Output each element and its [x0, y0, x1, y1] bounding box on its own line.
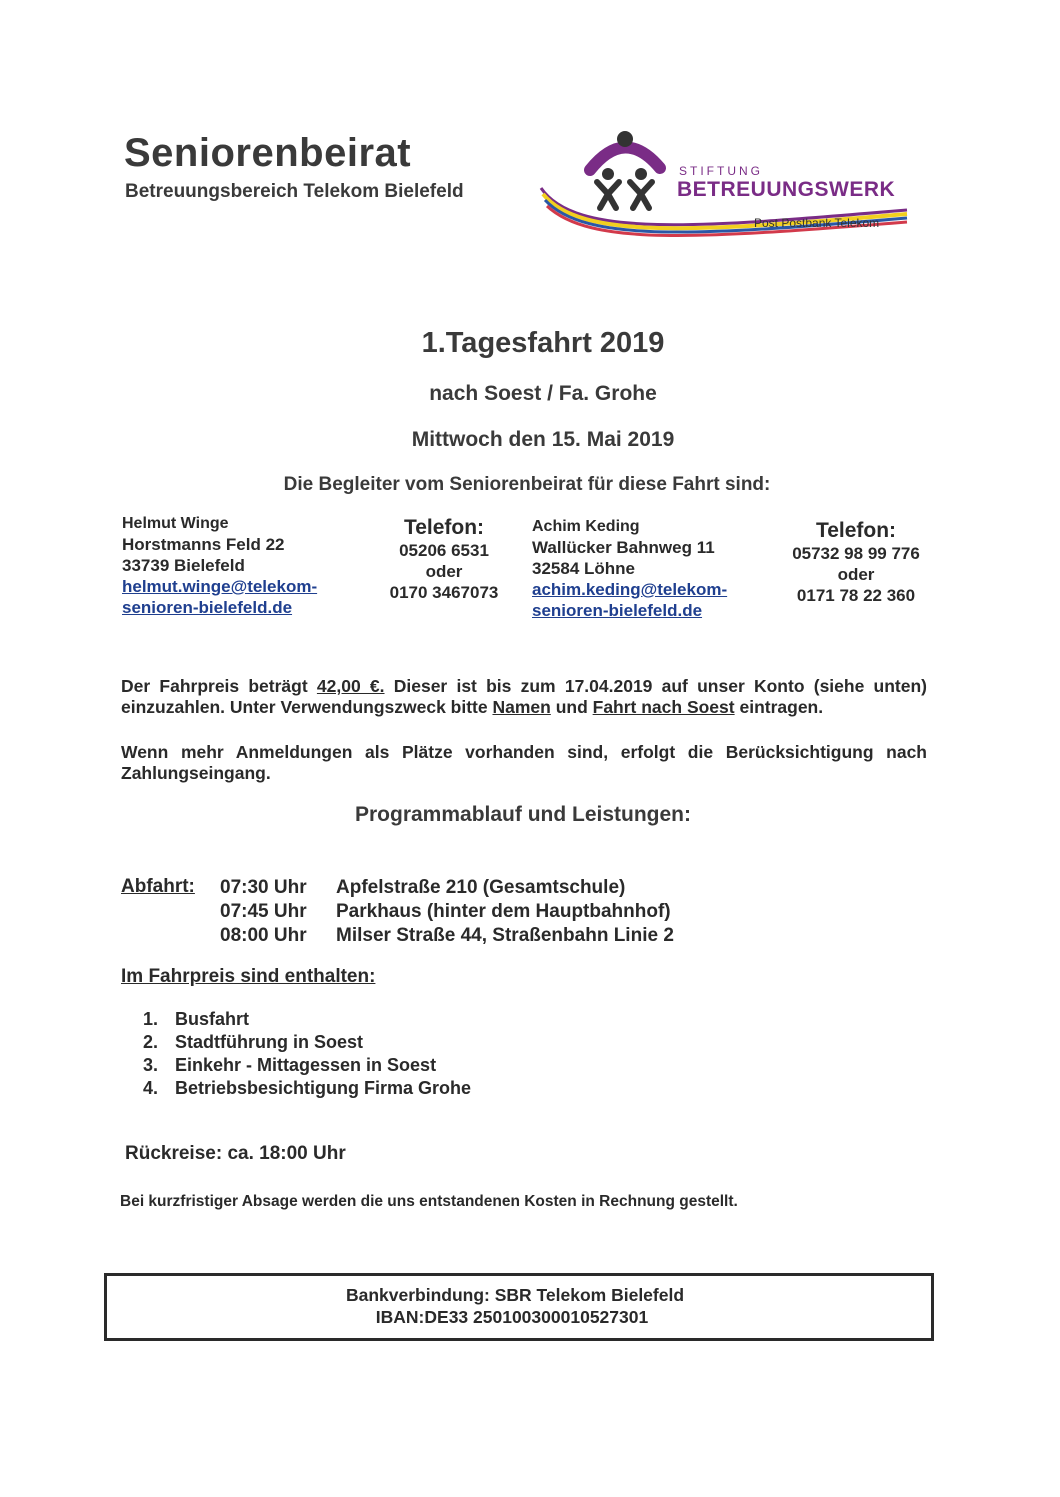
list-number: 4. — [143, 1078, 159, 1098]
departure-time: 07:45 Uhr — [220, 901, 307, 922]
departure-row — [220, 924, 674, 948]
registration-note: Wenn mehr Anmeldungen als Plätze vorhanden sind, erfolgt die Berücksichtigung nach Zahlungseingang. — [121, 742, 927, 783]
list-item — [143, 1077, 471, 1100]
contact-email-link-continued[interactable]: senioren-bielefeld.de — [532, 601, 703, 620]
departure-row — [220, 876, 674, 900]
list-item — [143, 1054, 471, 1077]
contact-street: Wallücker Bahnweg 11 — [532, 538, 715, 557]
cancellation-note: Bei kurzfristiger Absage werden die uns entstandenen Kosten in Rechnung gestellt. — [120, 1193, 738, 1210]
contact-2 — [532, 516, 762, 621]
contact-name: Helmut Winge — [122, 515, 229, 532]
bank-line-1: Bankverbindung: SBR Telekom Bielefeld — [345, 1285, 685, 1305]
contact-2-phone — [778, 518, 934, 606]
event-destination: nach Soest / Fa. Grohe — [429, 382, 657, 405]
event-title: 1.Tagesfahrt 2019 — [421, 327, 665, 359]
phone-secondary: 0171 78 22 360 — [796, 586, 916, 605]
companions-intro: Die Begleiter vom Seniorenbeirat für diese Fahrt sind: — [283, 474, 771, 495]
betreuungswerk-logo — [535, 128, 915, 243]
bank-iban: IBAN:DE33 250100300010527301 — [375, 1307, 649, 1327]
contact-name: Achim Keding — [532, 518, 640, 535]
phone-label: Telefon: — [815, 519, 897, 542]
included-list — [143, 1008, 471, 1100]
departure-row — [220, 900, 674, 924]
purpose-names: Namen — [492, 697, 551, 717]
departure-place: Milser Straße 44, Straßenbahn Linie 2 — [336, 925, 674, 946]
list-text: Busfahrt — [175, 1009, 250, 1029]
phone-or: oder — [425, 562, 463, 581]
contact-email-link-continued[interactable]: senioren-bielefeld.de — [122, 598, 293, 617]
list-number: 2. — [143, 1032, 159, 1052]
list-text: Einkehr - Mittagessen in Soest — [175, 1055, 437, 1075]
contact-city: 33739 Bielefeld — [122, 556, 245, 575]
contact-city: 32584 Löhne — [532, 559, 635, 578]
departure-list — [220, 876, 674, 948]
departure-label: Abfahrt: — [121, 876, 195, 897]
price-text-and: und — [550, 697, 593, 717]
phone-secondary: 0170 3467073 — [389, 583, 499, 602]
departure-place: Parkhaus (hinter dem Hauptbahnhof) — [336, 901, 671, 922]
list-item — [143, 1031, 471, 1054]
price-paragraph — [121, 676, 927, 718]
contact-1-phone — [376, 515, 512, 603]
price-text-1: Der Fahrpreis beträgt — [121, 676, 317, 696]
contact-street: Horstmanns Feld 22 — [122, 535, 285, 554]
phone-primary: 05206 6531 — [399, 541, 489, 560]
price-text-2: Dieser ist bis zum 17.04.2019 auf unser Konto (siehe unten) einzuzahlen. Unter Verwendungszweck bitte — [121, 676, 927, 717]
return-time: Rückreise: ca. 18:00 Uhr — [125, 1143, 346, 1164]
list-item — [143, 1008, 471, 1031]
price-text-3: eintragen. — [734, 697, 824, 717]
departure-time: 08:00 Uhr — [220, 925, 307, 946]
logo-line3: Post Postbank Telekom — [754, 216, 880, 230]
contact-1 — [122, 513, 352, 618]
departure-time: 07:30 Uhr — [220, 877, 307, 898]
logo-line1: STIFTUNG — [679, 164, 763, 178]
departure-place: Apfelstraße 210 (Gesamtschule) — [336, 877, 626, 898]
list-number: 3. — [143, 1055, 159, 1075]
phone-primary: 05732 98 99 776 — [792, 544, 920, 563]
bank-box — [104, 1273, 934, 1341]
program-heading: Programmablauf und Leistungen: — [354, 803, 692, 826]
list-text: Stadtführung in Soest — [175, 1032, 363, 1052]
logo-line2: BETREUUNGSWERK — [677, 178, 896, 201]
org-subtitle: Betreuungsbereich Telekom Bielefeld — [125, 181, 464, 202]
org-title: Seniorenbeirat — [124, 131, 412, 175]
purpose-trip: Fahrt nach Soest — [592, 697, 735, 717]
list-text: Betriebsbesichtigung Firma Grohe — [175, 1078, 472, 1098]
event-date: Mittwoch den 15. Mai 2019 — [411, 428, 675, 451]
contact-email-link[interactable]: achim.keding@telekom- — [532, 580, 728, 599]
phone-or: oder — [837, 565, 875, 584]
list-number: 1. — [143, 1009, 159, 1029]
price-amount: 42,00 €. — [316, 676, 385, 696]
included-heading: Im Fahrpreis sind enthalten: — [121, 966, 376, 987]
contact-email-link[interactable]: helmut.winge@telekom- — [122, 577, 318, 596]
phone-label: Telefon: — [403, 516, 485, 539]
